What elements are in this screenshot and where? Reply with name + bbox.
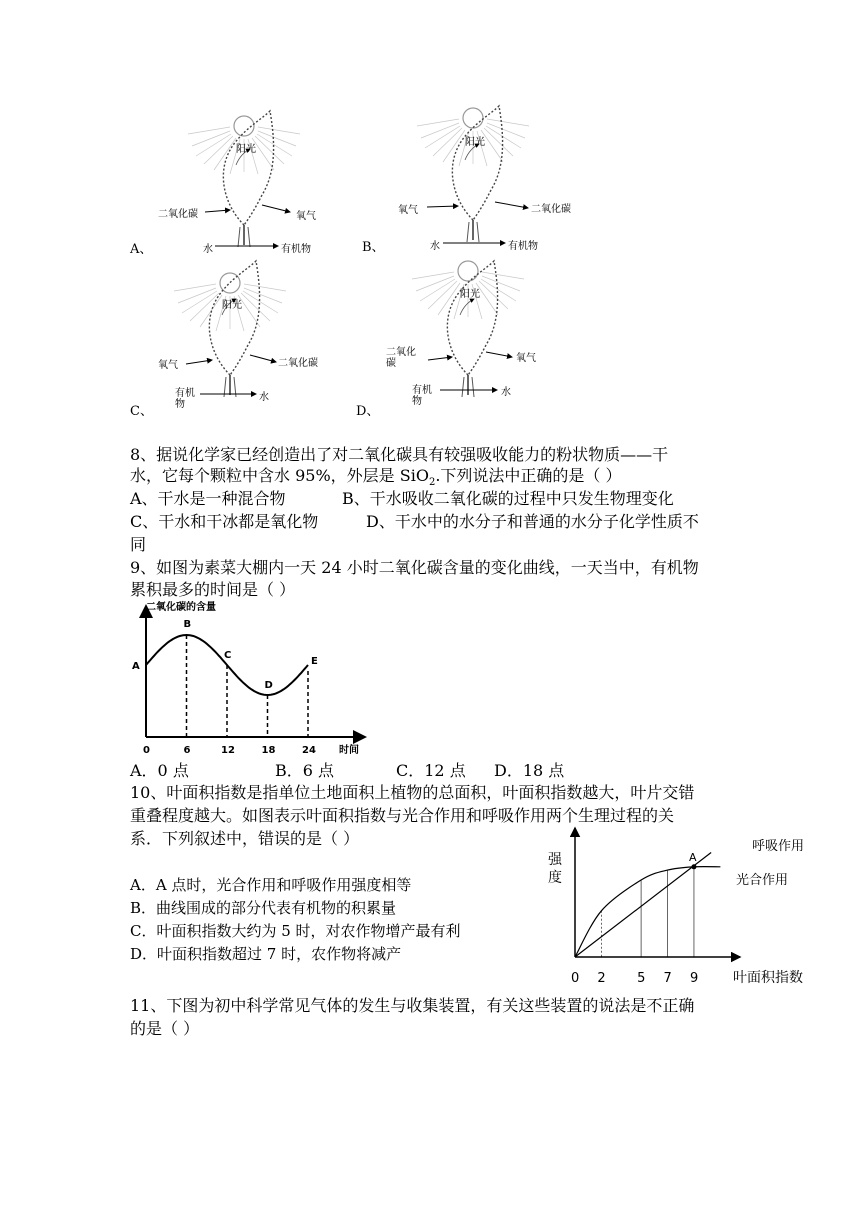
fig-b-bottom-in: 水 [430, 241, 440, 252]
leaf-x-tick: 7 [663, 971, 672, 986]
fig-a-left: 二氧化碳 [158, 209, 198, 220]
fig-d-left: 二氧化碳 [386, 347, 416, 369]
respiration-line [575, 850, 711, 958]
q7-figures [0, 0, 860, 420]
q9-option-c: C．12 点 [396, 761, 466, 780]
fig-c-letter: C、 [130, 404, 153, 419]
leaf-chart-xlabel: 叶面积指数 [733, 970, 803, 986]
leaf-x-tick: 9 [689, 971, 699, 986]
q9-line1: 9、如图为素菜大棚内一天 24 小时二氧化碳含量的变化曲线，一天当中，有机物 [130, 558, 699, 577]
leaf-area-chart [540, 822, 830, 990]
fig-c-bottom-in: 有机物 [175, 388, 195, 410]
co2-chart [125, 600, 375, 760]
co2-point-label-E: E [311, 656, 318, 667]
co2-point-label-A: A [132, 661, 140, 672]
leaf-x-tick: 5 [637, 971, 646, 986]
fig-d-right: 氧气 [516, 353, 536, 364]
fig-b-right: 二氧化碳 [531, 204, 571, 215]
leaf-point-a-label: A [688, 850, 697, 864]
photosynthesis-label: 光合作用 [736, 873, 789, 888]
fig-c-sun: 阳光 [222, 300, 242, 311]
co2-point-label-C: C [224, 650, 232, 661]
fig-c-bottom-out: 水 [259, 392, 269, 403]
q9-option-d: D．18 点 [494, 761, 565, 780]
fig-c-left: 氧气 [158, 360, 178, 371]
fig-a-right: 氧气 [296, 211, 316, 222]
fig-c-right: 二氧化碳 [278, 358, 318, 369]
co2-point-label-D: D [264, 680, 273, 691]
figure-a [188, 111, 300, 247]
figure-c [174, 261, 286, 397]
q10-line3: 系．下列叙述中，错误的是（ ） [130, 829, 360, 848]
co2-chart-ylabel: 二氧化碳的含量 [146, 602, 216, 613]
q9-option-a: A．0 点 [130, 761, 189, 780]
fig-a-letter: A、 [130, 242, 153, 257]
q8-line2-sub: 2 [428, 477, 436, 489]
co2-x-tick: 0 [143, 745, 150, 756]
fig-a-bottom-out: 有机物 [281, 244, 311, 255]
co2-x-tick: 18 [261, 745, 276, 756]
leaf-chart-ylabel-1: 强 [548, 852, 562, 868]
leaf-chart-ylabel-2: 度 [548, 870, 562, 886]
fig-a-bottom-in: 水 [203, 244, 213, 255]
q8-option-d-cont: 同 [130, 535, 147, 554]
leaf-x-tick: 2 [597, 971, 606, 986]
co2-point-label-B: B [183, 619, 192, 630]
fig-b-sun: 阳光 [465, 137, 485, 148]
figure-b [417, 106, 529, 243]
co2-chart-xlabel: 时间 [339, 745, 359, 756]
q10-option-d: D．叶面积指数超过 7 时，农作物将减产 [130, 945, 402, 963]
fig-d-sun: 阳光 [460, 289, 480, 300]
q8-option-b: B、干水吸收二氧化碳的过程中只发生物理变化 [342, 489, 674, 508]
q10-option-b: B．曲线围成的部分代表有机物的积累量 [130, 899, 397, 917]
fig-d-bottom-out: 水 [501, 387, 511, 398]
q10-line1: 10、叶面积指数是指单位土地面积上植物的总面积，叶面积指数越大，叶片交错 [130, 783, 695, 802]
leaf-x-tick: 0 [571, 971, 580, 986]
fig-b-letter: B、 [362, 240, 385, 255]
q11-line2: 的是（ ） [130, 1019, 200, 1038]
photosynthesis-curve [575, 867, 720, 957]
leaf-point-a [691, 864, 696, 869]
q9-option-b: B．6 点 [275, 761, 335, 780]
q8-line2-b: .下列说法中正确的是（ ） [435, 466, 622, 485]
q8-option-d: D、干水中的水分子和普通的水分子化学性质不 [366, 512, 699, 531]
fig-b-bottom-out: 有机物 [508, 241, 538, 252]
fig-d-bottom-in: 有机物 [412, 385, 432, 407]
q10-option-a: A．A 点时，光合作用和呼吸作用强度相等 [130, 876, 412, 894]
q9-line2: 累积最多的时间是（ ） [130, 580, 296, 599]
co2-x-tick: 24 [302, 745, 316, 756]
q8-option-a: A、干水是一种混合物 [130, 489, 286, 508]
q11-line1: 11、下图为初中科学常见气体的发生与收集装置，有关这些装置的说法是不正确 [130, 996, 695, 1015]
figure-d [412, 261, 524, 397]
co2-x-tick: 12 [221, 745, 235, 756]
fig-a-sun: 阳光 [236, 144, 256, 155]
fig-b-left: 氧气 [398, 205, 418, 216]
respiration-label: 呼吸作用 [752, 839, 805, 854]
fig-d-letter: D、 [356, 404, 380, 419]
q10-option-c: C．叶面积指数大约为 5 时，对农作物增产最有利 [130, 922, 461, 940]
co2-x-tick: 6 [183, 745, 191, 756]
q8-line1: 8、据说化学家已经创造出了对二氧化碳具有较强吸收能力的粉状物质——干 [130, 445, 669, 464]
q8-line2-a: 水，它每个颗粒中含水 95%，外层是 SiO [130, 466, 429, 485]
q10-line2: 重叠程度越大。如图表示叶面积指数与光合作用和呼吸作用两个生理过程的关 [130, 806, 675, 825]
q8-option-c: C、干水和干冰都是氧化物 [130, 512, 319, 531]
